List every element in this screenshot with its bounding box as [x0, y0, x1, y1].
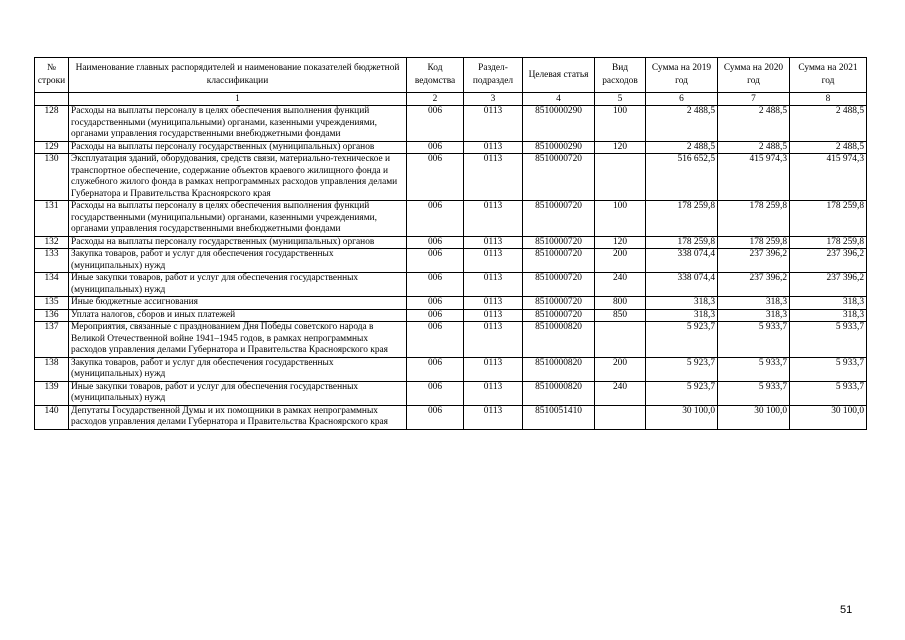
- row-name: Закупка товаров, работ и услуг для обеспечения государственных (муниципальных) нужд: [69, 357, 407, 381]
- row-section: 0113: [464, 309, 523, 322]
- table-row: [35, 236, 867, 249]
- row-name: Уплата налогов, сборов и иных платежей: [69, 309, 407, 322]
- table-row: [35, 201, 867, 237]
- row-expense-type: [595, 405, 646, 429]
- column-number: 1: [69, 93, 407, 106]
- row-expense-type: 200: [595, 249, 646, 273]
- row-sum-2020: 318,3: [718, 297, 790, 310]
- row-sum-2019: 318,3: [646, 297, 718, 310]
- column-number: 3: [464, 93, 523, 106]
- header-sum-2021: Сумма на 2021 год: [790, 58, 867, 93]
- row-sum-2021: 318,3: [790, 309, 867, 322]
- row-sum-2021: 5 933,7: [790, 357, 867, 381]
- row-number: 128: [35, 106, 69, 142]
- row-number: 140: [35, 405, 69, 429]
- budget-table: [34, 57, 867, 430]
- row-name: Расходы на выплаты персоналу государственных (муниципальных) органов: [69, 236, 407, 249]
- row-number: 131: [35, 201, 69, 237]
- row-sum-2019: 178 259,8: [646, 201, 718, 237]
- table-header-row: [35, 58, 867, 93]
- table-row: [35, 322, 867, 358]
- table-row: [35, 273, 867, 297]
- row-dept-code: 006: [407, 141, 464, 154]
- row-section: 0113: [464, 357, 523, 381]
- row-name: Расходы на выплаты персоналу в целях обеспечения выполнения функций государственными (муниципальными) органами, казенными учреждениями, органами управления государственными внебюджетными фондами: [69, 201, 407, 237]
- row-target: 8510000820: [523, 322, 595, 358]
- row-sum-2021: 237 396,2: [790, 273, 867, 297]
- row-expense-type: 120: [595, 141, 646, 154]
- row-expense-type: [595, 322, 646, 358]
- row-sum-2019: 2 488,5: [646, 141, 718, 154]
- row-number: 137: [35, 322, 69, 358]
- row-section: 0113: [464, 201, 523, 237]
- header-target: Целевая статья: [523, 58, 595, 93]
- row-number: 135: [35, 297, 69, 310]
- table-row: [35, 249, 867, 273]
- header-expense-type: Вид расходов: [595, 58, 646, 93]
- row-section: 0113: [464, 236, 523, 249]
- row-expense-type: 100: [595, 106, 646, 142]
- row-name: Иные закупки товаров, работ и услуг для обеспечения государственных (муниципальных) нужд: [69, 381, 407, 405]
- row-dept-code: 006: [407, 297, 464, 310]
- row-sum-2020: 5 933,7: [718, 357, 790, 381]
- table-row: [35, 141, 867, 154]
- table-row: [35, 309, 867, 322]
- row-sum-2019: 318,3: [646, 309, 718, 322]
- row-number: 134: [35, 273, 69, 297]
- row-sum-2019: 338 074,4: [646, 273, 718, 297]
- row-sum-2020: 5 933,7: [718, 381, 790, 405]
- row-name: Депутаты Государственной Думы и их помощники в рамках непрограммных расходов управления делами Губернатора и Правительства Красноярского края: [69, 405, 407, 429]
- row-sum-2021: 318,3: [790, 297, 867, 310]
- row-target: 8510000720: [523, 273, 595, 297]
- row-section: 0113: [464, 249, 523, 273]
- row-expense-type: 120: [595, 236, 646, 249]
- row-sum-2019: 5 923,7: [646, 322, 718, 358]
- row-sum-2019: 5 923,7: [646, 357, 718, 381]
- table-row: [35, 381, 867, 405]
- header-sum-2020: Сумма на 2020 год: [718, 58, 790, 93]
- row-expense-type: 800: [595, 297, 646, 310]
- row-sum-2020: 318,3: [718, 309, 790, 322]
- row-number: 136: [35, 309, 69, 322]
- row-sum-2021: 415 974,3: [790, 154, 867, 201]
- row-expense-type: 240: [595, 381, 646, 405]
- row-section: 0113: [464, 141, 523, 154]
- row-expense-type: 200: [595, 357, 646, 381]
- table-row: [35, 154, 867, 201]
- row-dept-code: 006: [407, 309, 464, 322]
- row-number: 138: [35, 357, 69, 381]
- row-target: 8510000290: [523, 106, 595, 142]
- row-target: 8510000720: [523, 154, 595, 201]
- table-row: [35, 297, 867, 310]
- row-sum-2021: 5 933,7: [790, 322, 867, 358]
- column-number: 6: [646, 93, 718, 106]
- row-name: Мероприятия, связанные с празднованием Дня Победы советского народа в Великой Отечественной войне 1941–1945 годов, в рамках непрограммных расходов управления делами Губернатора и Правительства Красноярского края: [69, 322, 407, 358]
- row-section: 0113: [464, 297, 523, 310]
- row-number: 130: [35, 154, 69, 201]
- row-section: 0113: [464, 154, 523, 201]
- row-target: 8510000720: [523, 309, 595, 322]
- row-number: 132: [35, 236, 69, 249]
- row-sum-2021: 2 488,5: [790, 141, 867, 154]
- row-section: 0113: [464, 106, 523, 142]
- row-section: 0113: [464, 405, 523, 429]
- row-dept-code: 006: [407, 357, 464, 381]
- row-sum-2021: 237 396,2: [790, 249, 867, 273]
- row-sum-2020: 30 100,0: [718, 405, 790, 429]
- column-number: 5: [595, 93, 646, 106]
- page-number: 51: [840, 604, 853, 616]
- row-number: 133: [35, 249, 69, 273]
- row-target: 8510000820: [523, 381, 595, 405]
- row-expense-type: 100: [595, 201, 646, 237]
- row-sum-2020: 178 259,8: [718, 236, 790, 249]
- row-section: 0113: [464, 273, 523, 297]
- row-sum-2019: 178 259,8: [646, 236, 718, 249]
- row-sum-2019: 5 923,7: [646, 381, 718, 405]
- row-sum-2019: 338 074,4: [646, 249, 718, 273]
- row-name: Иные бюджетные ассигнования: [69, 297, 407, 310]
- row-target: 8510000720: [523, 201, 595, 237]
- row-number: 129: [35, 141, 69, 154]
- row-sum-2021: 2 488,5: [790, 106, 867, 142]
- row-dept-code: 006: [407, 405, 464, 429]
- row-name: Эксплуатация зданий, оборудования, средств связи, материально-техническое и транспортное обеспечение, содержание объектов краевого жилищного фонда и служебного жилого фонда в рамках непрограммных расходов управления делами Губернатора и Правительства Красноярского края: [69, 154, 407, 201]
- row-sum-2020: 5 933,7: [718, 322, 790, 358]
- row-name: Закупка товаров, работ и услуг для обеспечения государственных (муниципальных) нужд: [69, 249, 407, 273]
- row-sum-2020: 2 488,5: [718, 106, 790, 142]
- row-sum-2020: 237 396,2: [718, 273, 790, 297]
- column-number-empty: [35, 93, 69, 106]
- row-dept-code: 006: [407, 249, 464, 273]
- row-target: 8510000290: [523, 141, 595, 154]
- row-name: Иные закупки товаров, работ и услуг для обеспечения государственных (муниципальных) нужд: [69, 273, 407, 297]
- row-dept-code: 006: [407, 322, 464, 358]
- row-target: 8510000820: [523, 357, 595, 381]
- row-section: 0113: [464, 381, 523, 405]
- column-number: 4: [523, 93, 595, 106]
- row-sum-2021: 5 933,7: [790, 381, 867, 405]
- header-dept-code: Код ведомства: [407, 58, 464, 93]
- row-dept-code: 006: [407, 236, 464, 249]
- row-sum-2021: 178 259,8: [790, 201, 867, 237]
- row-sum-2021: 178 259,8: [790, 236, 867, 249]
- row-dept-code: 006: [407, 106, 464, 142]
- header-sum-2019: Сумма на 2019 год: [646, 58, 718, 93]
- row-target: 8510000720: [523, 249, 595, 273]
- table-row: [35, 106, 867, 142]
- row-name: Расходы на выплаты персоналу государственных (муниципальных) органов: [69, 141, 407, 154]
- row-expense-type: 240: [595, 273, 646, 297]
- row-sum-2019: 516 652,5: [646, 154, 718, 201]
- table-row: [35, 405, 867, 429]
- row-sum-2020: 178 259,8: [718, 201, 790, 237]
- row-dept-code: 006: [407, 201, 464, 237]
- table-row: [35, 357, 867, 381]
- row-target: 8510000720: [523, 297, 595, 310]
- row-target: 8510000720: [523, 236, 595, 249]
- row-section: 0113: [464, 322, 523, 358]
- row-sum-2021: 30 100,0: [790, 405, 867, 429]
- row-sum-2019: 2 488,5: [646, 106, 718, 142]
- column-number-row: [35, 93, 867, 106]
- row-expense-type: 850: [595, 309, 646, 322]
- column-number: 8: [790, 93, 867, 106]
- row-dept-code: 006: [407, 154, 464, 201]
- row-sum-2019: 30 100,0: [646, 405, 718, 429]
- row-target: 8510051410: [523, 405, 595, 429]
- row-number: 139: [35, 381, 69, 405]
- row-sum-2020: 237 396,2: [718, 249, 790, 273]
- row-name: Расходы на выплаты персоналу в целях обеспечения выполнения функций государственными (муниципальными) органами, казенными учреждениями, органами управления государственными внебюджетными фондами: [69, 106, 407, 142]
- row-dept-code: 006: [407, 381, 464, 405]
- row-dept-code: 006: [407, 273, 464, 297]
- column-number: 2: [407, 93, 464, 106]
- row-sum-2020: 415 974,3: [718, 154, 790, 201]
- column-number: 7: [718, 93, 790, 106]
- header-section: Раздел-подраздел: [464, 58, 523, 93]
- header-name: Наименование главных распорядителей и наименование показателей бюджетной классификации: [69, 58, 407, 93]
- row-sum-2020: 2 488,5: [718, 141, 790, 154]
- row-expense-type: [595, 154, 646, 201]
- header-row-no: № строки: [35, 58, 69, 93]
